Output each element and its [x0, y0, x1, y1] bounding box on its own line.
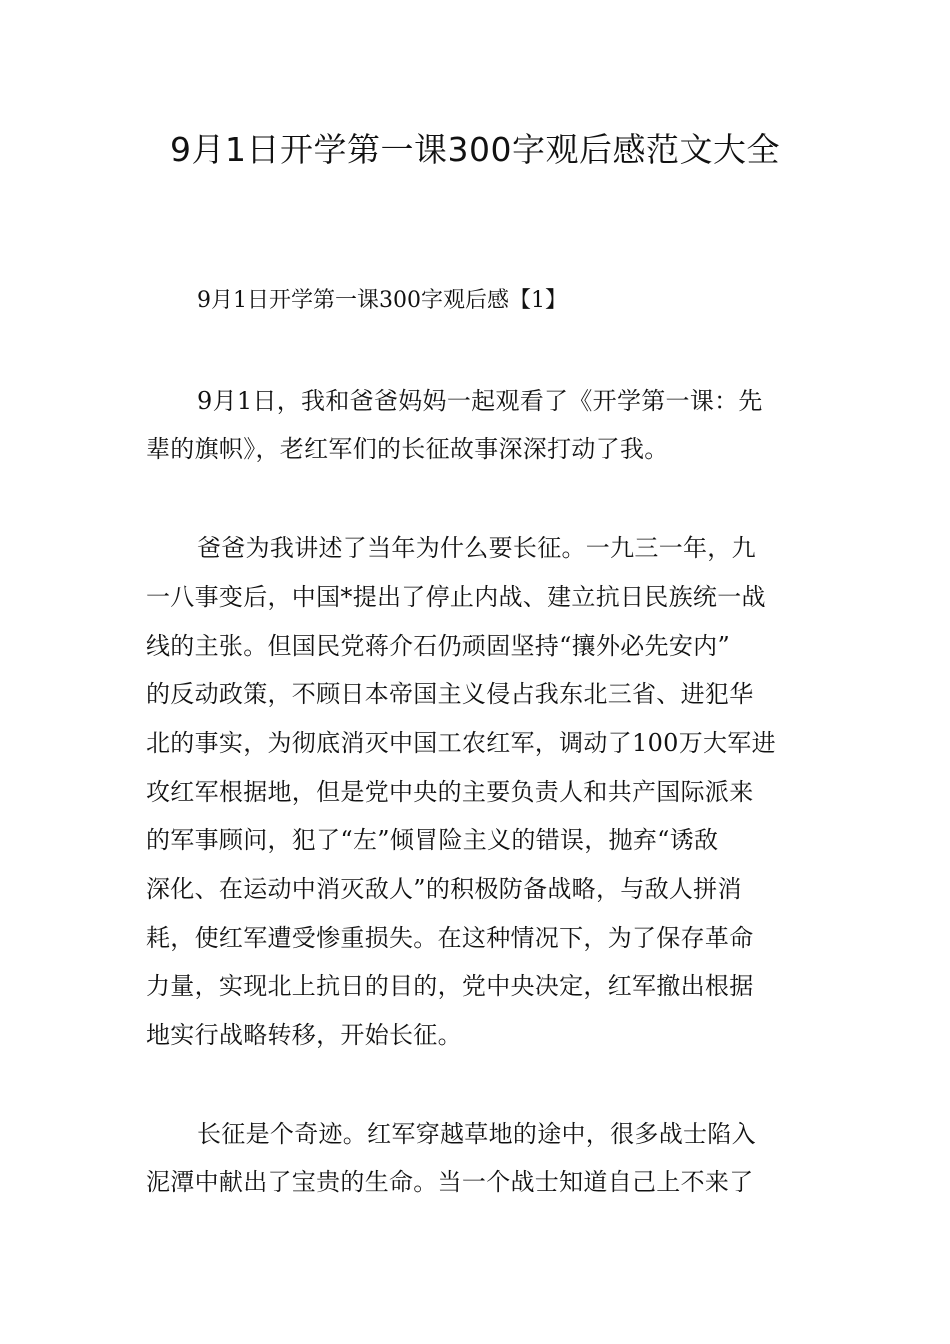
paragraph-1-line-2: 辈的旗帜》，老红军们的长征故事深深打动了我。	[146, 435, 669, 463]
paragraph-2-line-9: 耗，使红军遭受惨重损失。在这种情况下，为了保存革命	[146, 924, 754, 952]
paragraph-2-line-4: 的反动政策，不顾日本帝国主义侵占我东北三省、进犯华	[146, 680, 754, 708]
paragraph-2-line-11: 地实行战略转移，开始长征。	[146, 1021, 462, 1049]
section-heading: 9月1日开学第一课300字观后感【1】	[197, 288, 567, 313]
paragraph-2-line-7: 的军事顾问，犯了“左”倾冒险主义的错误，抛弃“诱敌	[146, 826, 719, 854]
paragraph-3-line-2: 泥潭中献出了宝贵的生命。当一个战士知道自己上不来了	[146, 1168, 754, 1196]
paragraph-2-line-6: 攻红军根据地，但是党中央的主要负责人和共产国际派来	[146, 778, 754, 806]
paragraph-2-line-1: 爸爸为我讲述了当年为什么要长征。一九三一年，九	[197, 534, 756, 562]
document-title: 9月1日开学第一课300字观后感范文大全	[170, 130, 780, 169]
paragraph-2-line-10: 力量，实现北上抗日的目的，党中央决定，红军撤出根据	[146, 972, 754, 1000]
paragraph-2-line-3: 线的主张。但国民党蒋介石仍顽固坚持“攘外必先安内”	[146, 632, 731, 660]
paragraph-2-line-5: 北的事实，为彻底消灭中国工农红军，调动了100万大军进	[146, 729, 776, 757]
paragraph-2-line-8: 深化、在运动中消灭敌人”的积极防备战略，与敌人拼消	[146, 875, 742, 903]
paragraph-2-line-2: 一八事变后，中国*提出了停止内战、建立抗日民族统一战	[146, 583, 766, 611]
paragraph-3-line-1: 长征是个奇迹。红军穿越草地的途中，很多战士陷入	[197, 1120, 756, 1148]
paragraph-1-line-1: 9月1日，我和爸爸妈妈一起观看了《开学第一课：先	[197, 387, 763, 415]
